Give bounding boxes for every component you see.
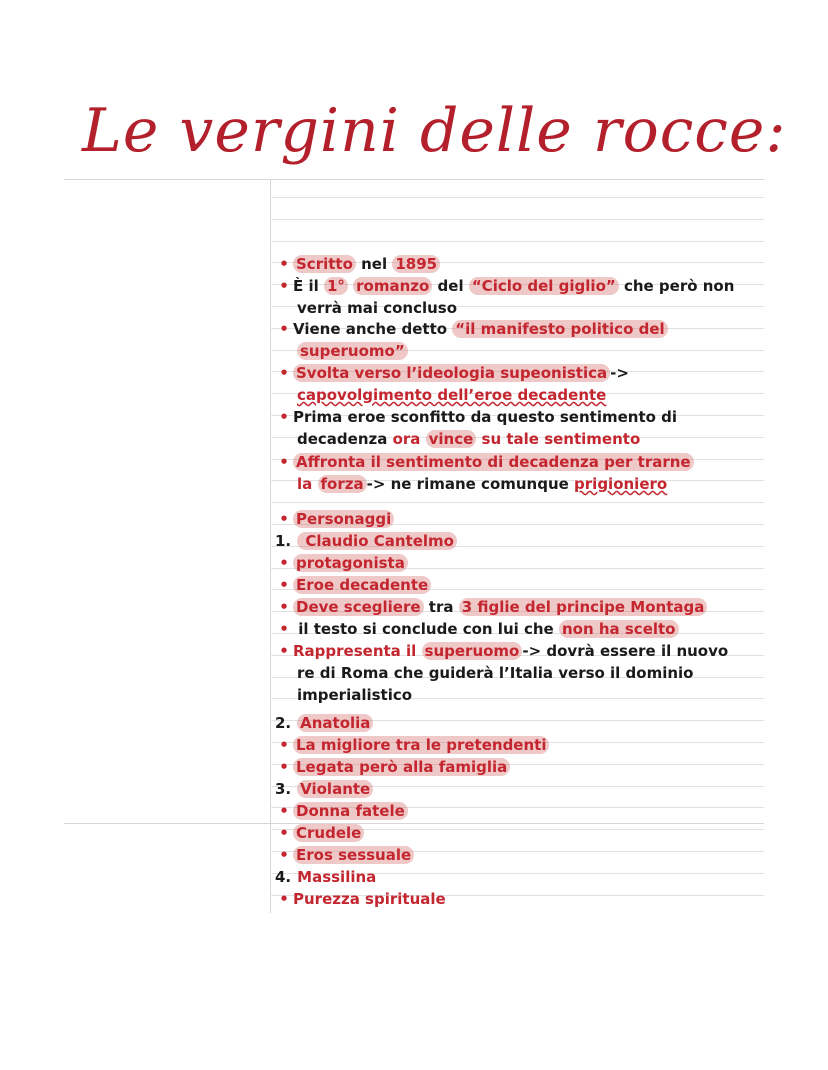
note-line xyxy=(275,406,677,428)
note-text: Rappresenta il xyxy=(293,642,422,660)
note-text: su tale sentimento xyxy=(476,430,641,448)
highlighted-text: Eroe decadente xyxy=(293,576,431,594)
ruled-line xyxy=(270,502,764,503)
highlighted-text: forza xyxy=(318,475,367,493)
highlighted-text: 1° xyxy=(324,277,348,295)
bullet-marker: • xyxy=(279,408,289,426)
note-line xyxy=(275,253,440,275)
bullet-marker: • xyxy=(279,642,289,660)
bullet-marker: • xyxy=(279,890,289,908)
bullet-marker: • xyxy=(279,554,289,572)
bullet-marker: • xyxy=(279,277,289,295)
bullet-marker: • xyxy=(279,510,289,528)
highlighted-text: vince xyxy=(426,430,477,448)
highlighted-text: Claudio Cantelmo xyxy=(297,532,457,550)
highlighted-text: superuomo xyxy=(422,642,523,660)
number-marker: 3. xyxy=(275,780,292,798)
note-line xyxy=(297,297,457,319)
note-line xyxy=(297,473,667,495)
bullet-marker: • xyxy=(279,320,289,338)
highlighted-text: Deve scegliere xyxy=(293,598,424,616)
bullet-marker: • xyxy=(279,824,289,842)
note-line xyxy=(297,384,606,406)
note-line xyxy=(275,318,668,340)
highlighted-text: protagonista xyxy=(293,554,408,572)
bullet-marker: • xyxy=(279,598,289,616)
ruled-line xyxy=(270,219,764,220)
note-line xyxy=(275,640,728,662)
page-title: Le vergini delle rocce: xyxy=(82,96,787,166)
highlighted-text: superuomo” xyxy=(297,342,408,360)
note-text: -> ne rimane comunque xyxy=(366,475,575,493)
ruled-line xyxy=(270,241,764,242)
note-line xyxy=(275,618,679,640)
highlighted-text: romanzo xyxy=(353,277,432,295)
note-text: nel xyxy=(355,255,393,273)
note-line xyxy=(275,712,373,734)
note-line xyxy=(275,508,394,530)
note-text: ora xyxy=(392,430,426,448)
note-text: il testo si conclude con lui che xyxy=(293,620,559,638)
note-line xyxy=(275,888,446,910)
note-line xyxy=(297,428,640,450)
note-line xyxy=(275,362,629,384)
note-text: la xyxy=(297,475,318,493)
note-line xyxy=(275,800,408,822)
number-marker: 1. xyxy=(275,532,292,550)
note-text: Prima eroe sconfitto da questo sentimento di xyxy=(293,408,678,426)
number-marker: 4. xyxy=(275,868,292,886)
highlighted-text: Personaggi xyxy=(293,510,394,528)
note-text: tra xyxy=(423,598,459,616)
note-text: Massilina xyxy=(297,868,377,886)
note-text: imperialistico xyxy=(297,686,413,704)
note-line xyxy=(275,574,431,596)
note-line xyxy=(297,340,408,362)
note-line xyxy=(275,778,373,800)
note-text: Viene anche detto xyxy=(293,320,453,338)
note-line xyxy=(275,596,707,618)
highlighted-text: Crudele xyxy=(293,824,364,842)
highlighted-text: La migliore tra le pretendenti xyxy=(293,736,549,754)
highlighted-text: 3 figlie del principe Montaga xyxy=(459,598,708,616)
note-line xyxy=(275,552,408,574)
note-text: che però non xyxy=(618,277,735,295)
title-rule xyxy=(64,179,764,180)
page-rule xyxy=(64,823,764,824)
highlighted-text: Affronta il sentimento di decadenza per trarne xyxy=(293,453,694,471)
highlighted-text: Violante xyxy=(297,780,373,798)
note-line xyxy=(275,734,549,756)
highlighted-text: non ha scelto xyxy=(559,620,679,638)
note-text: del xyxy=(432,277,469,295)
note-line xyxy=(297,684,412,706)
highlighted-text: Svolta verso l’ideologia supeonistica xyxy=(293,364,610,382)
highlighted-text: Scritto xyxy=(293,255,356,273)
bullet-marker: • xyxy=(279,255,289,273)
highlighted-text: 1895 xyxy=(392,255,440,273)
note-line xyxy=(275,866,376,888)
note-line xyxy=(275,844,414,866)
note-text: capovolgimento dell’eroe decadente xyxy=(297,386,607,404)
note-text: È il xyxy=(293,277,324,295)
note-text: decadenza xyxy=(297,430,393,448)
bullet-marker: • xyxy=(279,364,289,382)
highlighted-text: Eros sessuale xyxy=(293,846,414,864)
bullet-marker: • xyxy=(279,620,289,638)
bullet-marker: • xyxy=(279,802,289,820)
highlighted-text: Legata però alla famiglia xyxy=(293,758,510,776)
note-line xyxy=(275,451,694,473)
note-line xyxy=(275,530,457,552)
highlighted-text: Donna fatele xyxy=(293,802,408,820)
bullet-marker: • xyxy=(279,758,289,776)
highlighted-text: Anatolia xyxy=(297,714,373,732)
bullet-marker: • xyxy=(279,846,289,864)
note-text: Purezza spirituale xyxy=(293,890,446,908)
note-text: prigioniero xyxy=(574,475,668,493)
note-text: -> dovrà essere il nuovo xyxy=(522,642,729,660)
highlighted-text: “Ciclo del giglio” xyxy=(469,277,619,295)
bullet-marker: • xyxy=(279,736,289,754)
bullet-marker: • xyxy=(279,576,289,594)
bullet-marker: • xyxy=(279,453,289,471)
note-line xyxy=(275,756,510,778)
note-text: verrà mai concluso xyxy=(297,299,458,317)
note-text: -> xyxy=(610,364,629,382)
number-marker: 2. xyxy=(275,714,292,732)
ruled-line xyxy=(270,197,764,198)
highlighted-text: “il manifesto politico del xyxy=(452,320,667,338)
note-line xyxy=(297,662,694,684)
note-line xyxy=(275,275,734,297)
note-text: re di Roma che guiderà l’Italia verso il dominio xyxy=(297,664,694,682)
note-line xyxy=(275,822,364,844)
